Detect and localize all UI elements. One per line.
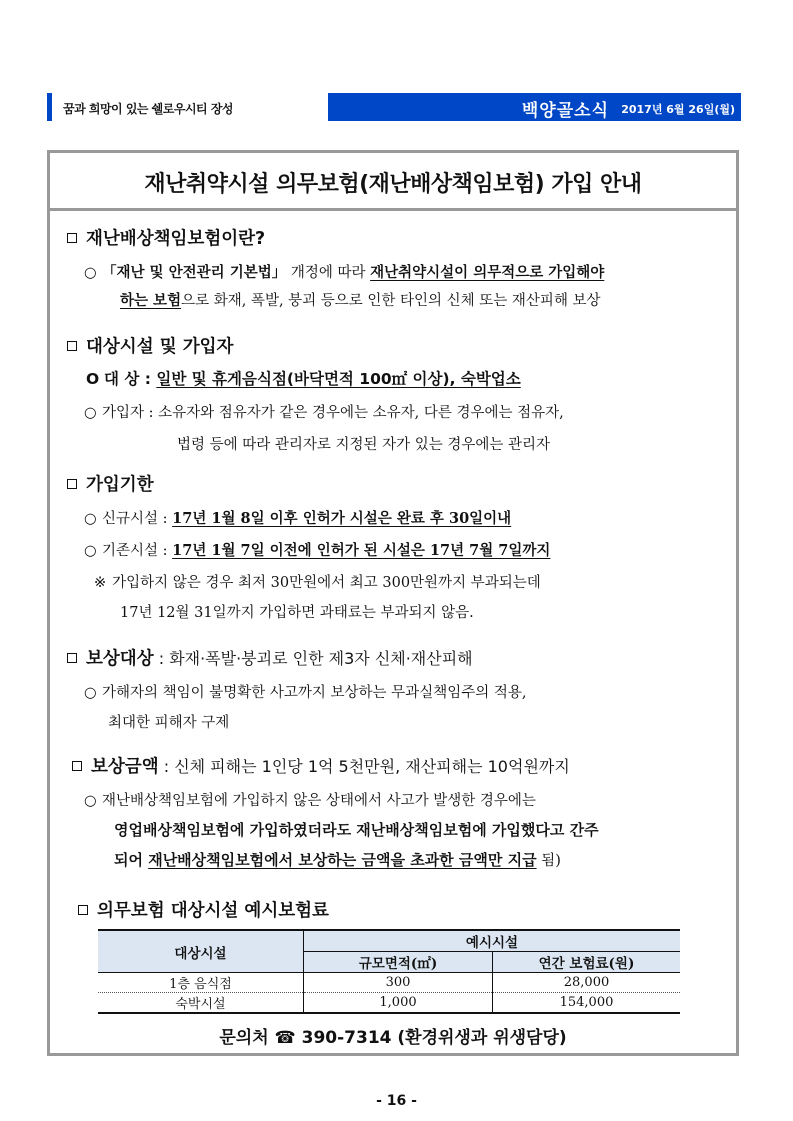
circle-bullet-icon: ○ <box>84 405 97 421</box>
definition-line-1: ○ 「재난 및 안전관리 기본법」 개정에 따라 재난취약시설이 의무적으로 가입해야 <box>84 265 605 281</box>
member-line-1: ○ 가입자 : 소유자와 점유자가 같은 경우에는 소유자, 다른 경우에는 점유자, <box>84 405 564 421</box>
deadline-new: ○ 신규시설 : 17년 1월 8일 이후 인허가 시설은 완료 후 30일이내 <box>84 510 512 527</box>
coverage-line-2: 최대한 피해자 구제 <box>108 715 230 731</box>
circle-bullet-icon: ○ <box>84 685 97 701</box>
section-heading-amount: 보상금액 : 신체 피해는 1인당 1억 5천만원, 재산피해는 10억원까지 <box>72 753 570 778</box>
cell-facility: 숙박시설 <box>98 993 304 1014</box>
section-heading-definition: 재난배상책임보험이란? <box>67 225 265 250</box>
cell-area: 1,000 <box>304 993 493 1014</box>
newsletter-name: 백양골소식 <box>521 101 609 121</box>
cell-fee: 154,000 <box>493 993 681 1014</box>
header-accent-bar <box>47 93 52 121</box>
circle-bullet-icon: ○ <box>84 265 97 281</box>
cell-facility: 1층 음식점 <box>98 973 304 993</box>
amount-line-2: 영업배상책임보험에 가입하였더라도 재난배상책임보험에 가입했다고 간주 <box>114 821 599 839</box>
table-header-group: 예시시설 <box>304 930 681 952</box>
premium-table <box>98 929 680 1014</box>
checkbox-square-icon <box>67 233 77 243</box>
circle-bullet-icon: ○ <box>84 511 97 527</box>
circle-bullet-icon: ○ <box>84 793 97 809</box>
table-header-fee: 연간 보험료(원) <box>493 952 681 973</box>
circle-bullet-icon: ○ <box>84 543 97 559</box>
circle-bullet-icon: O <box>86 370 100 388</box>
table-row <box>98 993 680 1014</box>
law-name: 「재난 및 안전관리 기본법」 <box>102 265 287 281</box>
checkbox-square-icon <box>78 905 88 915</box>
contact-info: 문의처 ☎ 390-7314 (환경위생과 위생담당) <box>219 1028 567 1048</box>
member-line-2: 법령 등에 따라 관리자로 지정된 자가 있는 경우에는 관리자 <box>177 437 551 453</box>
amount-line-3: 되어 재난배상책임보험에서 보상하는 금액을 초과한 금액만 지급 됨) <box>114 851 561 869</box>
header-banner <box>328 93 741 121</box>
notice-box <box>47 150 739 1056</box>
checkbox-square-icon <box>67 653 77 663</box>
page-title: 재난취약시설 의무보험(재난배상책임보험) 가입 안내 <box>144 172 642 197</box>
section-heading-premium: 의무보험 대상시설 예시보험료 <box>78 897 329 922</box>
definition-line-2: 하는 보험으로 화재, 폭발, 붕괴 등으로 인한 타인의 신체 또는 재산피해 보상 <box>120 293 601 309</box>
table-header-area: 규모면적(㎡) <box>304 952 493 973</box>
table-row <box>98 973 680 993</box>
amount-line-1: ○ 재난배상책임보험에 가입하지 않은 상태에서 사고가 발생한 경우에는 <box>84 793 536 809</box>
section-heading-target: 대상시설 및 가입자 <box>67 333 233 358</box>
page-number: - 16 - <box>376 1093 417 1109</box>
section-heading-deadline: 가입기한 <box>67 471 154 496</box>
section-heading-coverage: 보상대상 : 화재·폭발·붕괴로 인한 제3자 신체·재산피해 <box>67 645 473 670</box>
target-line: O 대 상 : 일반 및 휴게음식점(바닥면적 100㎡ 이상), 숙박업소 <box>86 370 521 388</box>
penalty-note-1: ※ 가입하지 않은 경우 최저 30만원에서 최고 300만원까지 부과되는데 <box>94 575 541 591</box>
coverage-line-1: ○ 가해자의 책임이 불명확한 사고까지 보상하는 무과실책임주의 적용, <box>84 685 527 701</box>
checkbox-square-icon <box>72 761 82 771</box>
cell-fee: 28,000 <box>493 973 681 993</box>
title-bar <box>50 153 736 211</box>
header-slogan: 꿈과 희망이 있는 쉘로우시티 장성 <box>63 102 234 116</box>
issue-date: 2017년 6월 26일(월) <box>621 103 735 116</box>
table-header-facility: 대상시설 <box>98 930 304 973</box>
newsletter-header <box>47 93 741 121</box>
reference-mark-icon: ※ <box>94 575 107 591</box>
deadline-existing: ○ 기존시설 : 17년 1월 7일 이전에 인허가 된 시설은 17년 7월 7일까지 <box>84 542 551 559</box>
checkbox-square-icon <box>67 341 77 351</box>
cell-area: 300 <box>304 973 493 993</box>
penalty-note-2: 17년 12월 31일까지 가입하면 과태료는 부과되지 않음. <box>120 605 474 621</box>
checkbox-square-icon <box>67 479 77 489</box>
